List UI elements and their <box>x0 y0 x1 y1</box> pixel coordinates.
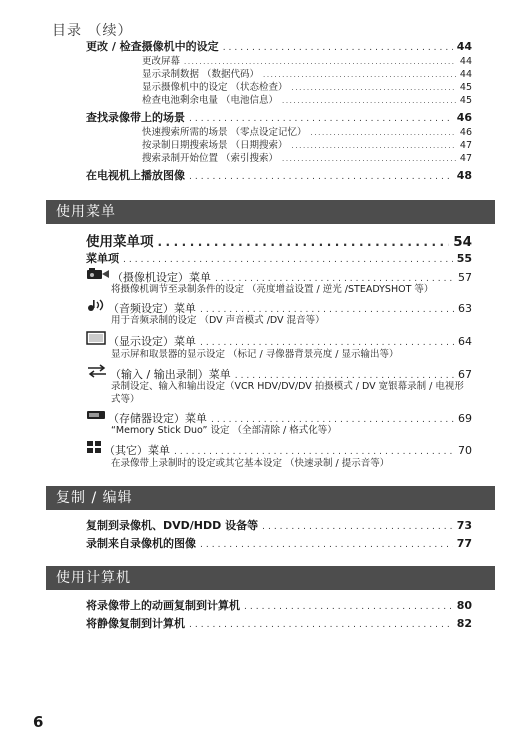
toc-page-number: 46 <box>456 111 472 124</box>
toc-entry-label: （音频设定）菜单 <box>108 302 196 315</box>
toc-entry-using-menu-items[interactable] <box>86 234 472 251</box>
leader-dots <box>244 600 453 614</box>
toc-entry-label: 在电视机上播放图像 <box>86 169 185 182</box>
toc-entry-display-menu[interactable] <box>86 331 472 346</box>
toc-entry-label: 查找录像带上的场景 <box>86 111 185 124</box>
toc-page-number: 63 <box>458 302 472 315</box>
page-number: 6 <box>33 713 44 731</box>
menu-description: 显示屏和取景器的显示设定 （标记 / 寻像器背景亮度 / 显示输出等） <box>111 349 399 360</box>
toc-subentry-zero-set[interactable] <box>142 127 472 139</box>
section-header-menu: 使用菜单 <box>46 200 495 224</box>
toc-entry-label: 检查电池剩余电量 （电池信息） <box>142 95 279 106</box>
toc-page-number: 48 <box>456 169 472 182</box>
leader-dots <box>189 112 453 126</box>
toc-entry-label: 快速搜索所需的场景 （零点设定记忆） <box>142 127 307 138</box>
audio-icon <box>86 298 106 316</box>
in-out-icon <box>86 364 108 382</box>
toc-page-number: 82 <box>456 617 472 630</box>
toc-subentry-date-search[interactable] <box>142 140 472 152</box>
toc-entry-label: 搜索录制开始位置 （索引搜索） <box>142 153 279 164</box>
toc-entry-memory-menu[interactable] <box>86 408 472 423</box>
toc-entry-menu-items[interactable] <box>86 252 472 266</box>
menu-description: 录制设定、输入和输出设定（VCR HDV/DV/DV 拍摄模式 / DV 宽银幕录制 / 电视形式等） <box>111 381 464 405</box>
toc-entry-find-scene[interactable] <box>86 111 472 125</box>
toc-entry-other-menu[interactable] <box>86 440 472 455</box>
menu-description: “Memory Stick Duo” 设定 （全部清除 / 格式化等） <box>111 425 337 436</box>
toc-entry-label: 将静像复制到计算机 <box>86 617 185 630</box>
memory-icon <box>86 408 106 426</box>
leader-dots <box>123 253 453 267</box>
toc-entry-label: （摄像机设定）菜单 <box>112 271 211 284</box>
toc-page-number: 45 <box>459 95 472 106</box>
toc-page-number: 64 <box>458 335 472 348</box>
toc-page-number: 70 <box>458 444 472 457</box>
toc-page-number: 44 <box>459 56 472 67</box>
toc-page-number: 73 <box>456 519 472 532</box>
toc-entry-label: 按录制日期搜索场景 （日期搜索） <box>142 140 288 151</box>
toc-page-number: 57 <box>458 271 472 284</box>
toc-page-number: 54 <box>453 234 472 250</box>
toc-page-number: 44 <box>456 40 472 53</box>
toc-entry-label: （显示设定）菜单 <box>108 335 196 348</box>
toc-page-number: 47 <box>459 140 472 151</box>
toc-entry-audio-menu[interactable] <box>86 298 472 313</box>
leader-dots <box>263 69 456 81</box>
toc-subentry-status-check[interactable] <box>142 82 472 94</box>
menu-description: 用于音频录制的设定 （DV 声音模式 /DV 混音等） <box>111 315 325 326</box>
toc-entry-label: （其它）菜单 <box>104 444 170 457</box>
toc-entry-label: 菜单项 <box>86 252 119 265</box>
page-title: 目录 （续） <box>52 23 133 39</box>
toc-page-number: 46 <box>459 127 472 138</box>
toc-subentry-data-code[interactable] <box>142 69 472 81</box>
toc-entry-label: 录制来自录像机的图像 <box>86 537 196 550</box>
toc-entry-label: 使用菜单项 <box>86 234 154 250</box>
toc-page-number: 80 <box>456 599 472 612</box>
other-icon <box>86 440 102 458</box>
section-header-computer: 使用计算机 <box>46 566 495 590</box>
menu-description: 将摄像机调节至录制条件的设定 （亮度增益设置 / 逆光 /STEADYSHOT 等） <box>111 284 434 295</box>
leader-dots <box>184 56 456 68</box>
leader-dots <box>200 538 453 552</box>
toc-entry-copy-movies-pc[interactable] <box>86 599 472 613</box>
toc-entry-label: （输入 / 输出录制）菜单 <box>110 368 231 381</box>
toc-entry-label: 复制到录像机、DVD/HDD 设备等 <box>86 519 259 532</box>
toc-page-number: 47 <box>459 153 472 164</box>
toc-page-number: 44 <box>459 69 472 80</box>
toc-page-number: 55 <box>456 252 472 265</box>
leader-dots <box>311 127 456 139</box>
leader-dots <box>292 140 456 152</box>
leader-dots <box>282 153 456 165</box>
display-icon <box>86 331 106 349</box>
toc-entry-label: 显示录制数据 （数据代码） <box>142 69 260 80</box>
section-header-copy-edit: 复制 / 编辑 <box>46 486 495 510</box>
toc-entry-label: （存储器设定）菜单 <box>108 412 207 425</box>
camera-icon <box>86 267 110 285</box>
toc-entry-camera-menu[interactable] <box>86 267 472 282</box>
toc-entry-in-out-menu[interactable] <box>86 364 472 379</box>
toc-entry-copy-stills-pc[interactable] <box>86 617 472 631</box>
toc-page-number: 69 <box>458 412 472 425</box>
leader-dots <box>262 520 453 534</box>
toc-entry-label: 更改屏幕 <box>142 56 181 67</box>
toc-entry-label: 更改 / 检查摄像机中的设定 <box>86 40 219 53</box>
leader-dots <box>189 170 453 184</box>
toc-entry-change-settings[interactable] <box>86 40 472 54</box>
menu-description: 在录像带上录制时的设定或其它基本设定 （快速录制 / 提示音等） <box>111 458 390 469</box>
leader-dots <box>189 618 453 632</box>
toc-subentry-change-screen[interactable] <box>142 56 472 68</box>
toc-subentry-index-search[interactable] <box>142 153 472 165</box>
toc-entry-record-from-vcr[interactable] <box>86 537 472 551</box>
leader-dots <box>158 234 450 251</box>
toc-entry-label: 显示摄像机中的设定 （状态检查） <box>142 82 288 93</box>
toc-page-number: 77 <box>456 537 472 550</box>
toc-entry-copy-to-vcr[interactable] <box>86 519 472 533</box>
leader-dots <box>292 82 456 94</box>
toc-subentry-battery-info[interactable] <box>142 95 472 107</box>
leader-dots <box>223 41 453 55</box>
toc-page-number: 45 <box>459 82 472 93</box>
toc-entry-tv-playback[interactable] <box>86 169 472 183</box>
toc-entry-label: 将录像带上的动画复制到计算机 <box>86 599 240 612</box>
toc-page-number: 67 <box>458 368 472 381</box>
leader-dots <box>282 95 456 107</box>
